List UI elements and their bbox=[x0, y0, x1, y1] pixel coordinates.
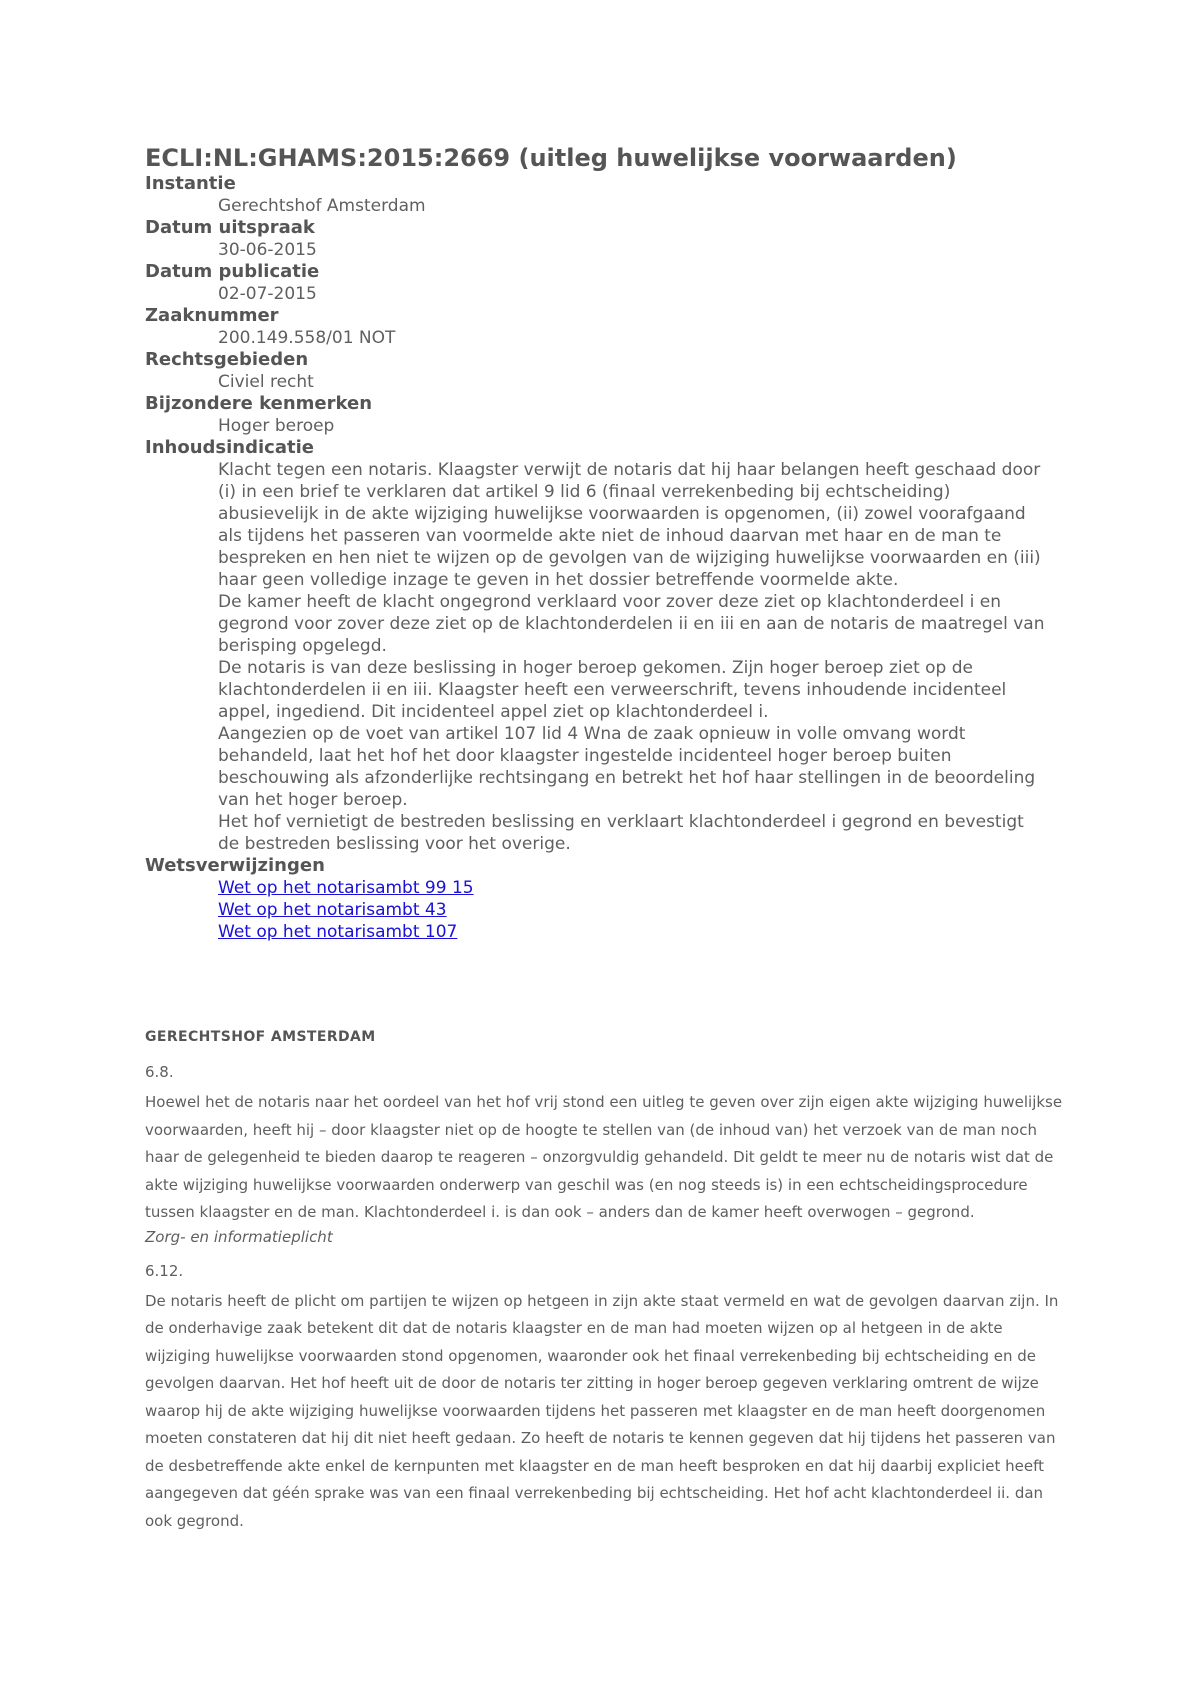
law-links-list bbox=[218, 877, 1045, 943]
field-value-datum-publicatie: 02-07-2015 bbox=[218, 284, 317, 304]
field-label-rechtsgebieden: Rechtsgebieden bbox=[145, 349, 309, 370]
metadata-block bbox=[145, 143, 1045, 943]
field-value-rechtsgebieden: Civiel recht bbox=[218, 372, 314, 392]
summary-paragraph: Klacht tegen een notaris. Klaagster verwijt de notaris dat hij haar belangen heeft geschaad door (i) in een brief te verklaren dat artikel 9 lid 6 (finaal verrekenbeding bij echtscheiding) abusievelijk in de akte wijziging huwelijkse voorwaarden is opgenomen, (ii) zowel voorafgaand als tijdens het passeren van voormelde akte niet de inhoud daarvan met haar en de man te bespreken en hen niet te wijzen op de gevolgen van de wijziging huwelijkse voorwaarden en (iii) haar geen volledige inzage te geven in het dossier betreffende voormelde akte. bbox=[218, 460, 1041, 590]
section-number: 6.8. bbox=[145, 1063, 174, 1081]
document-title: ECLI:NL:GHAMS:2015:2669 (uitleg huwelijkse voorwaarden) bbox=[145, 144, 957, 172]
field-label-zaaknummer: Zaaknummer bbox=[145, 305, 279, 326]
field-label-instantie: Instantie bbox=[145, 173, 236, 194]
law-link-99-15[interactable]: Wet op het notarisambt 99 15 bbox=[218, 878, 474, 898]
judgment-body bbox=[145, 1027, 1065, 1535]
section-paragraph: Hoewel het de notaris naar het oordeel van het hof vrij stond een uitleg te geven over zijn eigen akte wijziging huwelijkse voorwaarden, heeft hij – door klaagster niet op de hoogte te stellen van (de inhoud van) het verzoek van de man noch haar de gelegenheid te bieden daarop te reageren – onzorgvuldig gehandeld. Dit geldt te meer nu de notaris wist dat de akte wijziging huwelijkse voorwaarden onderwerp van geschil was (en nog steeds is) in een echtscheidingsprocedure tussen klaagster en de man. Klachtonderdeel i. is dan ook – anders dan de kamer heeft overwogen – gegrond. bbox=[145, 1093, 1063, 1221]
section-subheading: Zorg- en informatieplicht bbox=[145, 1227, 333, 1246]
summary-paragraph: De kamer heeft de klacht ongegrond verklaard voor zover deze ziet op klachtonderdeel i en gegrond voor zover deze ziet op de klachtonderdelen ii en iii en aan de notaris de maatregel van berisping opgelegd. bbox=[218, 592, 1045, 656]
field-value-datum-uitspraak: 30-06-2015 bbox=[218, 240, 317, 260]
section-number: 6.12. bbox=[145, 1261, 184, 1280]
section-paragraph: De notaris heeft de plicht om partijen te wijzen op hetgeen in zijn akte staat vermeld en wat de gevolgen daarvan zijn. In de onderhavige zaak betekent dit dat de notaris klaagster en de man had moeten wijzen op al hetgeen in de akte wijziging huwelijkse voorwaarden stond opgenomen, waaronder ook het finaal verrekenbeding bij echtscheiding en de gevolgen daarvan. Het hof heeft uit de door de notaris ter zitting in hoger beroep gegeven verklaring omtrent de wijze waarop hij de akte wijziging huwelijkse voorwaarden tijdens het passeren met klaagster en de man heeft doorgenomen moeten constateren dat hij dit niet heeft gedaan. Zo heeft de notaris te kennen gegeven dat hij tijdens het passeren van de desbetreffende akte enkel de kernpunten met klaagster en de man heeft besproken en dat hij daarbij expliciet heeft aangegeven dat géén sprake was van een finaal verrekenbeding bij echtscheiding. Het hof acht klachtonderdeel ii. dan ook gegrond. bbox=[145, 1291, 1059, 1530]
summary-paragraph: De notaris is van deze beslissing in hoger beroep gekomen. Zijn hoger beroep ziet op de klachtonderdelen ii en iii. Klaagster heeft een verweerschrift, tevens inhoudende incidenteel appel, ingediend. Dit incidenteel appel ziet op klachtonderdeel i. bbox=[218, 658, 1007, 722]
field-value-zaaknummer: 200.149.558/01 NOT bbox=[218, 328, 396, 348]
field-label-datum-uitspraak: Datum uitspraak bbox=[145, 217, 315, 238]
field-value-instantie: Gerechtshof Amsterdam bbox=[218, 196, 426, 216]
law-link-43[interactable]: Wet op het notarisambt 43 bbox=[218, 900, 447, 920]
field-value-bijzondere-kenmerken: Hoger beroep bbox=[218, 416, 335, 436]
court-heading: GERECHTSHOF AMSTERDAM bbox=[145, 1029, 376, 1045]
summary-paragraph: Aangezien op de voet van artikel 107 lid 4 Wna de zaak opnieuw in volle omvang wordt behandeld, laat het hof het door klaagster ingestelde incidenteel hoger beroep buiten beschouwing als afzonderlijke rechtsingang en betrekt het hof haar stellingen in de beoordeling van het hoger beroep. bbox=[218, 724, 1036, 810]
field-label-bijzondere-kenmerken: Bijzondere kenmerken bbox=[145, 393, 373, 414]
summary-text bbox=[218, 459, 1045, 855]
law-link-107[interactable]: Wet op het notarisambt 107 bbox=[218, 922, 458, 942]
summary-paragraph: Het hof vernietigt de bestreden beslissing en verklaart klachtonderdeel i gegrond en bevestigt de bestreden beslissing voor het overige. bbox=[218, 812, 1024, 854]
field-label-wetsverwijzingen: Wetsverwijzingen bbox=[145, 855, 325, 876]
field-label-inhoudsindicatie: Inhoudsindicatie bbox=[145, 437, 314, 458]
field-label-datum-publicatie: Datum publicatie bbox=[145, 261, 320, 282]
